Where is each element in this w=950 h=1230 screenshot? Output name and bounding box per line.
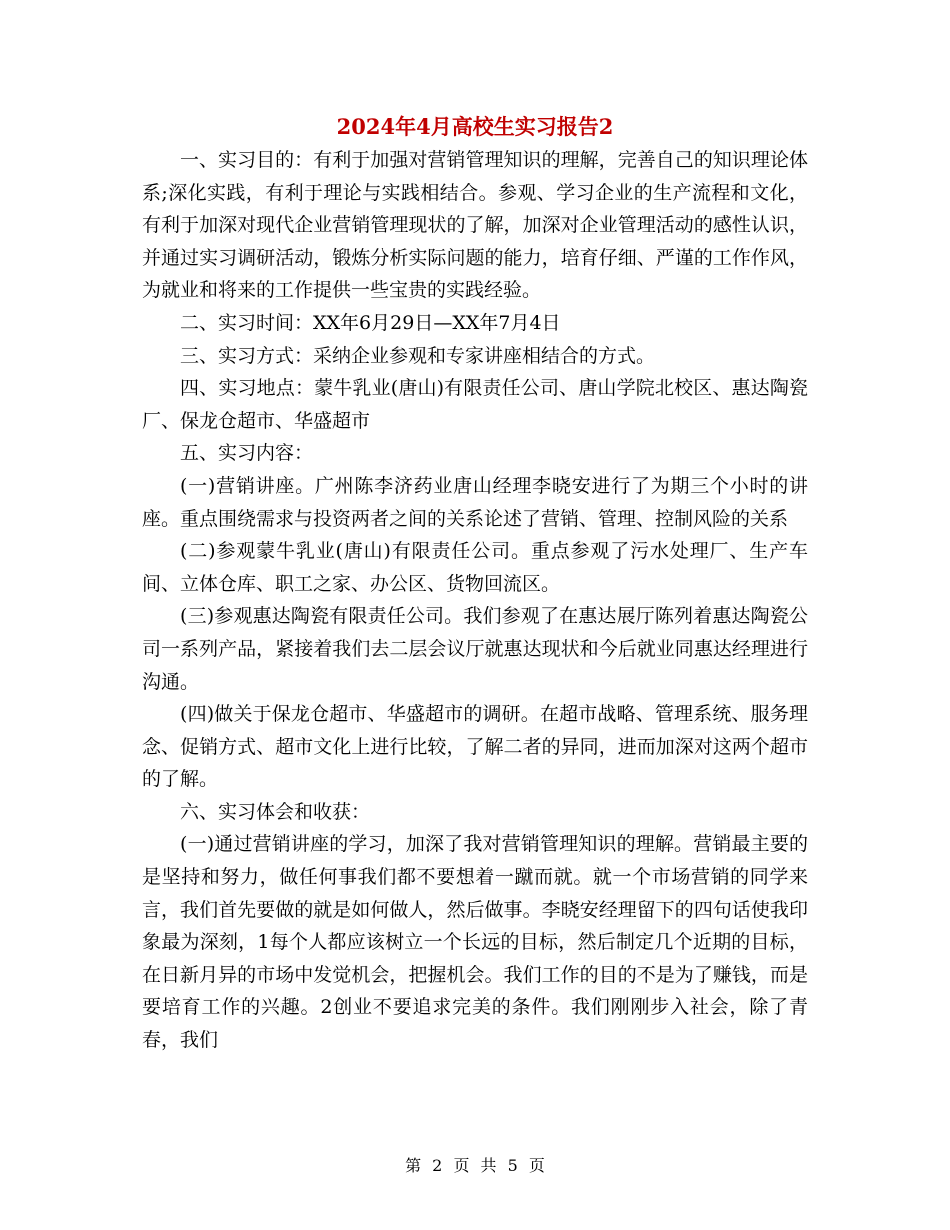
- paragraph-content-1: (一)营销讲座。广州陈李济药业唐山经理李晓安进行了为期三个小时的讲座。重点围绕需求与投资两者之间的关系论述了营销、管理、控制风险的关系: [142, 474, 808, 530]
- paragraph-content-4: (四)做关于保龙仓超市、华盛超市的调研。在超市战略、管理系统、服务理念、促销方式、超市文化上进行比较，了解二者的异同，进而加深对这两个超市的了解。: [142, 703, 808, 791]
- paragraph-content-2: (二)参观蒙牛乳业(唐山)有限责任公司。重点参观了污水处理厂、生产车间、立体仓库、职工之家、办公区、货物回流区。: [142, 540, 808, 595]
- page-number: 第 2 页 共 5 页: [405, 1156, 545, 1175]
- paragraph-content-heading: 五、实习内容：: [180, 442, 314, 465]
- paragraph-gains-heading: 六、实习体会和收获：: [180, 800, 371, 823]
- document-title: 2024年4月高校生实习报告2: [336, 114, 614, 139]
- paragraph-location: 四、实习地点：蒙牛乳业(唐山)有限责任公司、唐山学院北校区、惠达陶瓷厂、保龙仓超市、华盛超市: [142, 377, 808, 432]
- paragraph-content-3: (三)参观惠达陶瓷有限责任公司。我们参观了在惠达展厅陈列着惠达陶瓷公司一系列产品，紧接着我们去二层会议厅就惠达现状和今后就业同惠达经理进行沟通。: [142, 605, 808, 693]
- document-body: [142, 144, 808, 1057]
- paragraph-method: 三、实习方式：采纳企业参观和专家讲座相结合的方式。: [180, 344, 656, 367]
- paragraph-time: 二、实习时间：XX年6月29日—XX年7月4日: [180, 311, 561, 334]
- paragraph-purpose: 一、实习目的：有利于加强对营销管理知识的理解，完善自己的知识理论体系;深化实践，有利于理论与实践相结合。参观、学习企业的生产流程和文化，有利于加深对现代企业营销管理现状的了解，加深对企业管理活动的感性认识，并通过实习调研活动，锻炼分析实际问题的能力，培育仔细、严谨的工作作风，为就业和将来的工作提供一些宝贵的实践经验。: [142, 149, 808, 302]
- paragraph-gains-1: (一)通过营销讲座的学习，加深了我对营销管理知识的理解。营销最主要的是坚持和努力，做任何事我们都不要想着一蹴而就。就一个市场营销的同学来言，我们首先要做的就是如何做人，然后做事。李晓安经理留下的四句话使我印象最为深刻，1每个人都应该树立一个长远的目标，然后制定几个近期的目标，在日新月异的市场中发觉机会，把握机会。我们工作的目的不是为了赚钱，而是要培育工作的兴趣。2创业不要追求完美的条件。我们刚刚步入社会，除了青春，我们: [142, 833, 808, 1052]
